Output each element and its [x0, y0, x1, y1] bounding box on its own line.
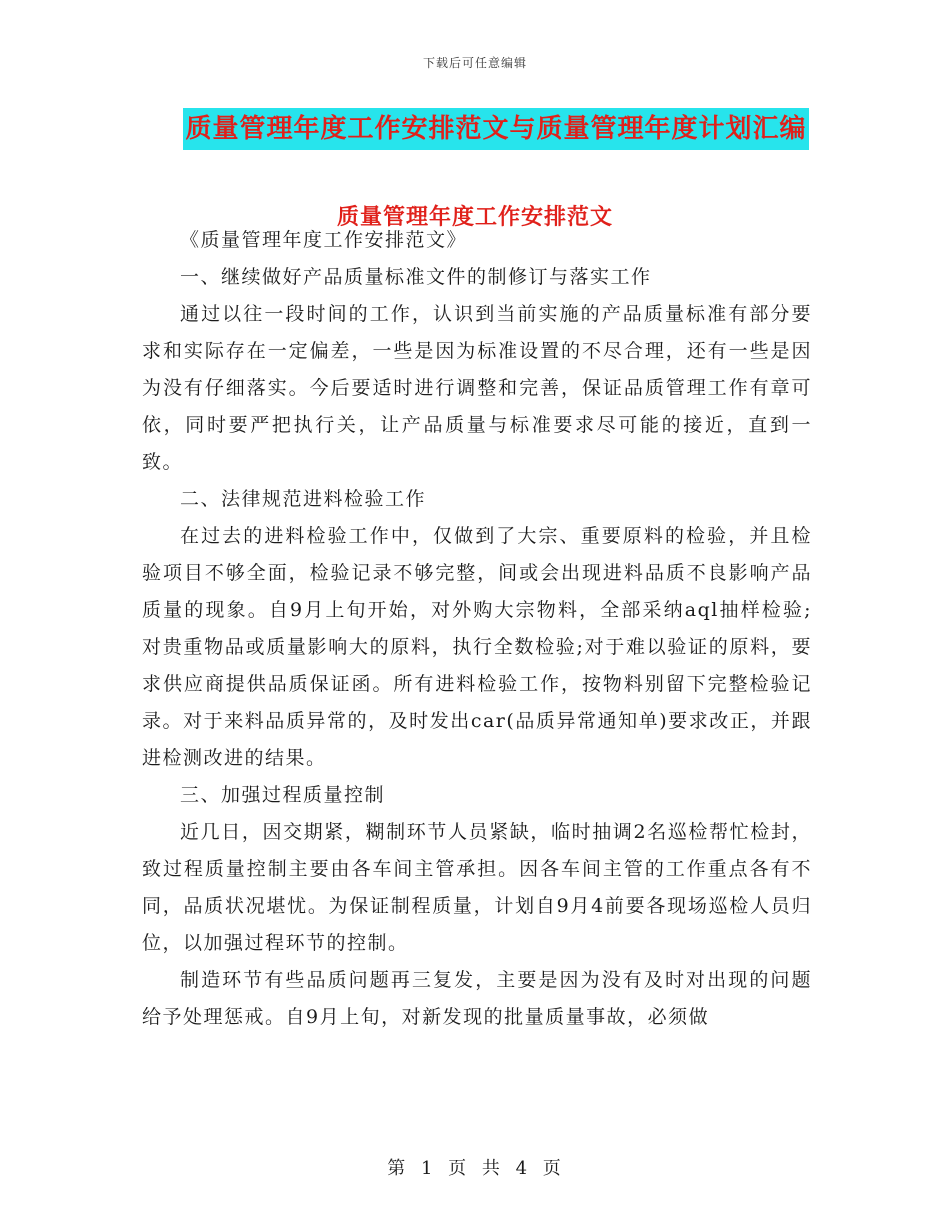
paragraph-3: 近几日，因交期紧，糊制环节人员紧缺，临时抽调2名巡检帮忙检封，致过程质量控制主要由各车间主管承担。因各车间主管的工作重点各有不同，品质状况堪忧。为保证制程质量，计划自9月4前要各现场巡检人员归位，以加强过程环节的控制。 [142, 821, 812, 954]
document-body [142, 222, 812, 1036]
main-title: 质量管理年度工作安排范文与质量管理年度计划汇编 [183, 108, 808, 150]
paragraph-4: 制造环节有些品质问题再三复发，主要是因为没有及时对出现的问题给予处理惩戒。自9月上旬，对新发现的批量质量事故，必须做 [142, 969, 812, 1028]
page-header-note: 下载后可任意编辑 [422, 56, 527, 70]
main-title-container [0, 108, 950, 150]
doc-title-reference: 《质量管理年度工作安排范文》 [180, 229, 468, 251]
section-title: 质量管理年度工作安排范文 [336, 205, 613, 230]
heading-1: 一、继续做好产品质量标准文件的制修订与落实工作 [180, 266, 652, 288]
heading-2: 二、法律规范进料检验工作 [180, 488, 427, 510]
paragraph-1: 通过以往一段时间的工作，认识到当前实施的产品质量标准有部分要求和实际存在一定偏差，一些是因为标准设置的不尽合理，还有一些是因为没有仔细落实。今后要适时进行调整和完善，保证品质管理工作有章可依，同时要严把执行关，让产品质量与标准要求尽可能的接近，直到一致。 [142, 303, 812, 473]
paragraph-2: 在过去的进料检验工作中，仅做到了大宗、重要原料的检验，并且检验项目不够全面，检验记录不够完整，间或会出现进料品质不良影响产品质量的现象。自9月上旬开始，对外购大宗物料，全部采纳aql抽样检验;对贵重物品或质量影响大的原料，执行全数检验;对于难以验证的原料，要求供应商提供品质保证函。所有进料检验工作，按物料别留下完整检验记录。对于来料品质异常的，及时发出car(品质异常通知单)要求改正，并跟进检测改进的结果。 [142, 525, 812, 769]
heading-3: 三、加强过程质量控制 [180, 784, 386, 806]
page-number-footer: 第 1 页 共 4 页 [387, 1158, 563, 1179]
